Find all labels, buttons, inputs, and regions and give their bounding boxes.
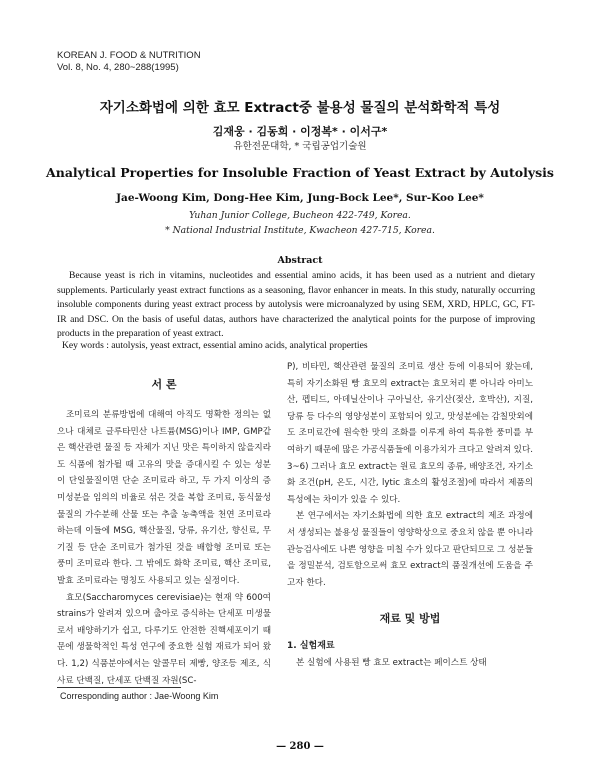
english-authors: Jae-Woong Kim, Dong-Hee Kim, Jung-Bock Lee*, Sur-Koo Lee*: [116, 192, 484, 204]
intro-paragraph-1: 조미료의 분류방법에 대해여 아직도 명확한 정의는 없으나 대체로 글루타민산 나트륨(MSG)이나 IMP, GMP같은 핵산관련 물질 등 자체가 지닌 맛은 특이하지 않을지라도 식품에 첨가될 때 고유의 맛을 증대시킬 수 있는 성분이 단일물질이면 단순 조미료라 하고, 두 가지 이상의 증미성분을 임의의 비율로 섞은 것을 복합 조미료, 동식물성 물질의 가수분해 산물 또는 추출 농축액을 천연 조미료라 하는데 이들에 MSG, 핵산물질, 당류, 유기산, 향신료, 무기질 등 단순 조미료가 첨가된 것을 배합형 조미료 또는 풍미 조미료라 한다. 그 밖에도 화학 조미료, 핵산 조미료, 발효 조미료라는 명칭도 사용되고 있는 실정이다.: [57, 410, 271, 586]
english-affiliation-1: Yuhan Junior College, Bucheon 422-749, Korea.: [189, 210, 411, 221]
english-title: Analytical Properties for Insoluble Fraction of Yeast Extract by Autolysis: [46, 165, 554, 180]
journal-name: KOREAN J. FOOD & NUTRITION: [57, 50, 201, 61]
korean-authors: 김재웅 · 김동희 · 이정복* · 이서구*: [212, 125, 388, 138]
korean-title: 자기소화법에 의한 효모 Extract중 불용성 물질의 분석화학적 특성: [99, 100, 501, 116]
section-heading-methods: 재료 및 방법: [379, 612, 441, 626]
keywords: Key words : autolysis, yeast extract, essential amino acids, analytical properties: [62, 340, 368, 351]
page-number: — 280 —: [276, 741, 324, 752]
left-column: [57, 407, 271, 689]
journal-volume: Vol. 8, No. 4, 280~288(1995): [57, 62, 179, 73]
subsection-heading-materials: 1. 실험재료: [287, 640, 335, 651]
korean-affiliation: 유한전문대학, * 국립공업기술원: [233, 141, 367, 152]
abstract-body: Because yeast is rich in vitamins, nucleotides and essential amino acids, it has been used as a nutrient and dietary supplements. Particularly yeast extract functions as a seasoning, flavor enhancer in meats. In this study, naturally occurring insoluble components during yeast extract process by autolysis were microanalyzed by using SEM, XRD, HPLC, GC, FT-IR and DSC. On the basis of useful datas, authors have characterized the analytical points for the purpose of improving products in the preparation of yeast extract.: [57, 270, 535, 339]
intro-paragraph-2: 효모(Saccharomyces cerevisiae)는 현재 약 600여 strains가 알려져 있으며 출아로 증식하는 단세포 미생물로서 배양하기가 쉽고, 다루기도 안전한 진핵세포이기 때문에 생물학적인 특성 연구에 중요한 실험 재료가 되어 왔다. 1,2) 식품분야에서는 알콜무터 제빵, 양조등 제조, 식사료 단백질, 단세포 단백질 자원(SC-: [57, 592, 271, 686]
right-column: [287, 359, 533, 671]
section-heading-introduction: 서 론: [151, 378, 177, 391]
materials-paragraph: 본 실험에 사용된 빵 효모 extract는 페이스트 상태: [296, 657, 487, 668]
corresponding-author-footnote: Corresponding author : Jae-Woong Kim: [60, 691, 219, 701]
intro-paragraph-4: 본 연구에서는 자기소화법에 의한 효모 extract의 제조 과정에서 생성되는 불용성 물질들이 영양학상으로 중요치 않을 뿐 아니라 관능검사에도 나쁜 영향을 미칠 수가 있다고 판단되므로 그 성분들을 정밀분석, 검토함으로써 효모 extract의 품질개선에 도움을 주고자 한다.: [287, 511, 533, 588]
intro-paragraph-3: P), 비타민, 핵산관련 물질의 조미료 생산 등에 이용되어 왔는데, 특히 자기소화된 빵 효모의 extract는 효모처리 뿐 아니라 아미노산, 펩티드, 아데닐산이나 구아닐산, 유기산(젖산, 호박산), 지질, 당류 등 다수의 영양성분이 포함되어 있고, 맛성분에는 감칠맛외에도 조미료간에 원숙한 맛의 조화를 이루게 하여 특유한 풍미를 부여하기 때문에 많은 가공식품들에 이용가치가 크다고 알려져 있다. 3~6) 그러나 효모 extract는 원료 효모의 종류, 배양조건, 자기소화 조건(pH, 온도, 시간, lytic 효소의 활성조절)에 따라서 제품의 특성에는 차이가 있을 수 있다.: [287, 362, 533, 505]
abstract-heading: Abstract: [277, 255, 323, 266]
footnote-rule: [57, 687, 181, 688]
english-affiliation-2: * National Industrial Institute, Kwacheon 427-715, Korea.: [165, 225, 435, 236]
journal-header: [57, 50, 201, 74]
